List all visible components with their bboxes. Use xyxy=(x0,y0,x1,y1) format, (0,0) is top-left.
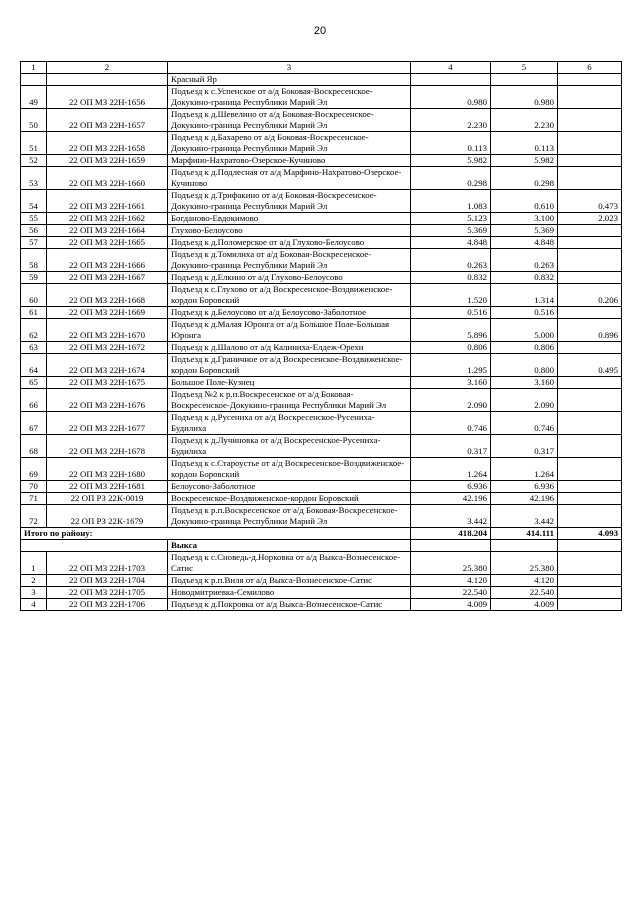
row-number: 56 xyxy=(21,225,47,237)
road-name: Подъезд к р.п.Воскресенское от а/д Боковая-Воскресенское-Докукино-граница Республики Марий Эл xyxy=(168,505,411,528)
total-value: 414.111 xyxy=(491,528,558,540)
road-id: 22 ОП МЗ 22Н-1664 xyxy=(47,225,168,237)
row-number: 61 xyxy=(21,307,47,319)
row-number: 52 xyxy=(21,155,47,167)
length-total: 1.295 xyxy=(411,354,491,377)
total-value: 418.204 xyxy=(411,528,491,540)
road-id: 22 ОП МЗ 22Н-1675 xyxy=(47,377,168,389)
road-name: Подъезд к д.Томилиха от а/д Боковая-Воскресенское-Докукино-граница Республики Марий Эл xyxy=(168,249,411,272)
length-asphalt: 0.800 xyxy=(491,354,558,377)
row-number: 57 xyxy=(21,237,47,249)
column-header: 1 xyxy=(21,62,47,74)
row-number: 71 xyxy=(21,493,47,505)
page-number: 20 xyxy=(313,25,327,37)
table-row xyxy=(21,435,622,458)
row-number: 69 xyxy=(21,458,47,481)
length-total: 4.120 xyxy=(411,575,491,587)
length-total: 3.442 xyxy=(411,505,491,528)
length-total: 0.746 xyxy=(411,412,491,435)
road-id: 22 ОП МЗ 22Н-1667 xyxy=(47,272,168,284)
total-row xyxy=(21,528,622,540)
row-number: 68 xyxy=(21,435,47,458)
road-id: 22 ОП РЗ 22К-0019 xyxy=(47,493,168,505)
length-asphalt: 1.264 xyxy=(491,458,558,481)
road-name: Подъезд к д.Малая Юронга от а/д Большое Поле-Большая Юронга xyxy=(168,319,411,342)
length-other xyxy=(558,377,622,389)
row-number: 4 xyxy=(21,599,47,611)
road-name: Подъезд №2 к р.п.Воскресенское от а/д Боковая-Воскресенское-Докукино-граница Республики Марий Эл xyxy=(168,389,411,412)
length-asphalt: 5.369 xyxy=(491,225,558,237)
length-total: 5.982 xyxy=(411,155,491,167)
length-other xyxy=(558,225,622,237)
table-row xyxy=(21,132,622,155)
road-id: 22 ОП МЗ 22Н-1660 xyxy=(47,167,168,190)
length-other: 0.473 xyxy=(558,190,622,213)
table-row xyxy=(21,354,622,377)
road-name: Подъезд к д.Елкино от а/д Глухово-Белоусово xyxy=(168,272,411,284)
length-asphalt: 4.120 xyxy=(491,575,558,587)
road-id: 22 ОП МЗ 22Н-1706 xyxy=(47,599,168,611)
table-row xyxy=(21,389,622,412)
road-id: 22 ОП МЗ 22Н-1703 xyxy=(47,552,168,575)
column-header: 5 xyxy=(491,62,558,74)
length-asphalt: 0.832 xyxy=(491,272,558,284)
length-asphalt: 0.113 xyxy=(491,132,558,155)
row-number: 70 xyxy=(21,481,47,493)
length-total: 1.083 xyxy=(411,190,491,213)
length-asphalt: 3.160 xyxy=(491,377,558,389)
row-number: 67 xyxy=(21,412,47,435)
table-row xyxy=(21,249,622,272)
length-asphalt: 0.746 xyxy=(491,412,558,435)
table-row xyxy=(21,575,622,587)
length-total: 0.516 xyxy=(411,307,491,319)
road-name: Подъезд к д.Подлесная от а/д Марфино-Нахратово-Озерское-Кучиново xyxy=(168,167,411,190)
length-asphalt: 0.298 xyxy=(491,167,558,190)
length-total: 0.298 xyxy=(411,167,491,190)
length-total: 4.009 xyxy=(411,599,491,611)
length-total: 0.806 xyxy=(411,342,491,354)
table-row xyxy=(21,167,622,190)
table-row xyxy=(21,552,622,575)
table-row xyxy=(21,458,622,481)
road-id: 22 ОП МЗ 22Н-1674 xyxy=(47,354,168,377)
road-name: Подъезд к д.Шевелино от а/д Боковая-Воскресенское-Докукино-граница Республики Марий Эл xyxy=(168,109,411,132)
table-row xyxy=(21,213,622,225)
length-other xyxy=(558,389,622,412)
table-row xyxy=(21,109,622,132)
table-row xyxy=(21,505,622,528)
length-other: 2.023 xyxy=(558,213,622,225)
road-id: 22 ОП МЗ 22Н-1668 xyxy=(47,284,168,307)
road-name: Подъезд к с.Успенское от а/д Боковая-Воскресенское-Докукино-граница Республики Марий Эл xyxy=(168,86,411,109)
length-other xyxy=(558,167,622,190)
column-header: 2 xyxy=(47,62,168,74)
length-other xyxy=(558,342,622,354)
row-number: 60 xyxy=(21,284,47,307)
road-name: Большое Поле-Кузнец xyxy=(168,377,411,389)
length-other xyxy=(558,272,622,284)
roads-table-body xyxy=(21,62,622,611)
length-other xyxy=(558,587,622,599)
column-header: 6 xyxy=(558,62,622,74)
road-id: 22 ОП МЗ 22Н-1670 xyxy=(47,319,168,342)
length-asphalt: 4.848 xyxy=(491,237,558,249)
road-id: 22 ОП МЗ 22Н-1657 xyxy=(47,109,168,132)
row-number: 55 xyxy=(21,213,47,225)
road-name: Подъезд к д.Шалово от а/д Калиниха-Елдеж-Орехи xyxy=(168,342,411,354)
road-id: 22 ОП МЗ 22Н-1680 xyxy=(47,458,168,481)
length-total: 6.936 xyxy=(411,481,491,493)
section-empty-cell xyxy=(558,540,622,552)
length-other xyxy=(558,458,622,481)
total-label: Итого по району: xyxy=(21,528,411,540)
road-name: Подъезд к р.п.Виля от а/д Выкса-Вознесенское-Сатис xyxy=(168,575,411,587)
road-name: Подъезд к д.Граничное от а/д Воскресенское-Воздвиженское-кордон Боровский xyxy=(168,354,411,377)
length-other xyxy=(558,155,622,167)
length-asphalt: 3.100 xyxy=(491,213,558,225)
length-other xyxy=(558,435,622,458)
length-other xyxy=(558,74,622,86)
row-number xyxy=(21,74,47,86)
length-total: 5.123 xyxy=(411,213,491,225)
road-name: Подъезд к д.Русениха от а/д Воскресенское-Русениха-Будилиха xyxy=(168,412,411,435)
table-row xyxy=(21,377,622,389)
length-asphalt: 4.009 xyxy=(491,599,558,611)
table-header-row xyxy=(21,62,622,74)
length-other xyxy=(558,132,622,155)
table-row xyxy=(21,481,622,493)
length-other xyxy=(558,505,622,528)
table-row xyxy=(21,284,622,307)
row-number: 59 xyxy=(21,272,47,284)
table-row xyxy=(21,587,622,599)
road-name: Новодмитриевка-Семилово xyxy=(168,587,411,599)
length-asphalt: 0.317 xyxy=(491,435,558,458)
length-total: 1.264 xyxy=(411,458,491,481)
road-id: 22 ОП МЗ 22Н-1658 xyxy=(47,132,168,155)
table-row xyxy=(21,155,622,167)
road-id: 22 ОП РЗ 22К-1679 xyxy=(47,505,168,528)
length-other: 0.206 xyxy=(558,284,622,307)
road-id xyxy=(47,74,168,86)
road-id: 22 ОП МЗ 22Н-1672 xyxy=(47,342,168,354)
table-row xyxy=(21,86,622,109)
road-name: Подъезд к д.Бахарево от а/д Боковая-Воскресенское-Докукино-граница Республики Марий Эл xyxy=(168,132,411,155)
table-row xyxy=(21,190,622,213)
length-other xyxy=(558,237,622,249)
length-total: 22.540 xyxy=(411,587,491,599)
road-id: 22 ОП МЗ 22Н-1681 xyxy=(47,481,168,493)
length-other xyxy=(558,109,622,132)
section-empty-cell xyxy=(411,540,491,552)
length-asphalt: 42.196 xyxy=(491,493,558,505)
length-total: 3.160 xyxy=(411,377,491,389)
length-asphalt: 3.442 xyxy=(491,505,558,528)
row-number: 51 xyxy=(21,132,47,155)
row-number: 63 xyxy=(21,342,47,354)
row-number: 65 xyxy=(21,377,47,389)
length-other: 0.495 xyxy=(558,354,622,377)
row-number: 54 xyxy=(21,190,47,213)
section-empty-cell xyxy=(21,540,168,552)
length-other: 0.896 xyxy=(558,319,622,342)
roads-table xyxy=(20,61,622,611)
road-id: 22 ОП МЗ 22Н-1662 xyxy=(47,213,168,225)
length-other xyxy=(558,575,622,587)
road-name: Подъезд к д.Лучиновка от а/д Воскресенское-Русениха-Будилиха xyxy=(168,435,411,458)
length-total: 0.113 xyxy=(411,132,491,155)
length-total: 0.980 xyxy=(411,86,491,109)
length-other xyxy=(558,249,622,272)
row-number: 62 xyxy=(21,319,47,342)
total-value: 4.093 xyxy=(558,528,622,540)
length-total: 0.263 xyxy=(411,249,491,272)
table-row xyxy=(21,74,622,86)
length-asphalt: 25.380 xyxy=(491,552,558,575)
road-id: 22 ОП МЗ 22Н-1666 xyxy=(47,249,168,272)
road-id: 22 ОП МЗ 22Н-1677 xyxy=(47,412,168,435)
length-asphalt: 2.230 xyxy=(491,109,558,132)
row-number: 50 xyxy=(21,109,47,132)
road-name: Подъезд к д.Трифакино от а/д Боковая-Воскресенское-Докукино-граница Республики Марий Эл xyxy=(168,190,411,213)
length-total: 25.380 xyxy=(411,552,491,575)
road-name: Воскресенское-Воздвиженское-кордон Боровский xyxy=(168,493,411,505)
length-total: 1.520 xyxy=(411,284,491,307)
row-number: 1 xyxy=(21,552,47,575)
length-asphalt: 0.610 xyxy=(491,190,558,213)
road-id: 22 ОП МЗ 22Н-1676 xyxy=(47,389,168,412)
length-asphalt: 1.314 xyxy=(491,284,558,307)
length-other xyxy=(558,307,622,319)
road-name: Подъезд к с.Староустье от а/д Воскресенское-Воздвиженское-кордон Боровский xyxy=(168,458,411,481)
length-total: 5.896 xyxy=(411,319,491,342)
row-number: 64 xyxy=(21,354,47,377)
length-asphalt: 6.936 xyxy=(491,481,558,493)
table-row xyxy=(21,307,622,319)
road-name: Подъезд к д.Покровка от а/д Выкса-Вознесенское-Сатис xyxy=(168,599,411,611)
section-empty-cell xyxy=(491,540,558,552)
road-id: 22 ОП МЗ 22Н-1678 xyxy=(47,435,168,458)
road-id: 22 ОП МЗ 22Н-1705 xyxy=(47,587,168,599)
column-header: 3 xyxy=(168,62,411,74)
road-name: Глухово-Белоусово xyxy=(168,225,411,237)
table-row xyxy=(21,493,622,505)
length-asphalt: 0.806 xyxy=(491,342,558,354)
section-title: Выкса xyxy=(168,540,411,552)
length-asphalt: 2.090 xyxy=(491,389,558,412)
length-other xyxy=(558,552,622,575)
length-asphalt xyxy=(491,74,558,86)
road-name: Богданово-Евдокимово xyxy=(168,213,411,225)
road-id: 22 ОП МЗ 22Н-1665 xyxy=(47,237,168,249)
length-asphalt: 0.516 xyxy=(491,307,558,319)
table-row xyxy=(21,237,622,249)
row-number: 2 xyxy=(21,575,47,587)
row-number: 58 xyxy=(21,249,47,272)
length-total: 5.369 xyxy=(411,225,491,237)
table-row xyxy=(21,599,622,611)
road-name: Подъезд к д.Белоусово от а/д Белоусово-Заболотное xyxy=(168,307,411,319)
column-header: 4 xyxy=(411,62,491,74)
length-asphalt: 5.982 xyxy=(491,155,558,167)
road-name: Подъезд к д.Поломерское от а/д Глухово-Белоусово xyxy=(168,237,411,249)
row-number: 49 xyxy=(21,86,47,109)
road-name: Красный Яр xyxy=(168,74,411,86)
length-total: 0.317 xyxy=(411,435,491,458)
length-asphalt: 22.540 xyxy=(491,587,558,599)
length-total: 4.848 xyxy=(411,237,491,249)
length-total: 2.230 xyxy=(411,109,491,132)
length-total: 2.090 xyxy=(411,389,491,412)
length-other xyxy=(558,599,622,611)
road-id: 22 ОП МЗ 22Н-1669 xyxy=(47,307,168,319)
row-number: 72 xyxy=(21,505,47,528)
length-other xyxy=(558,493,622,505)
table-row xyxy=(21,342,622,354)
road-name: Подъезд к с.Глухово от а/д Воскресенское-Воздвиженское-кордон Боровский xyxy=(168,284,411,307)
table-row xyxy=(21,412,622,435)
length-asphalt: 5.000 xyxy=(491,319,558,342)
length-other xyxy=(558,86,622,109)
road-id: 22 ОП МЗ 22Н-1661 xyxy=(47,190,168,213)
length-asphalt: 0.263 xyxy=(491,249,558,272)
row-number: 66 xyxy=(21,389,47,412)
length-asphalt: 0.980 xyxy=(491,86,558,109)
road-name: Подъезд к с.Сноведь-д.Норковка от а/д Выкса-Вознесенское-Сатис xyxy=(168,552,411,575)
road-id: 22 ОП МЗ 22Н-1659 xyxy=(47,155,168,167)
section-header-row xyxy=(21,540,622,552)
table-row xyxy=(21,319,622,342)
road-id: 22 ОП МЗ 22Н-1704 xyxy=(47,575,168,587)
length-total xyxy=(411,74,491,86)
length-other xyxy=(558,412,622,435)
row-number: 53 xyxy=(21,167,47,190)
length-total: 42.196 xyxy=(411,493,491,505)
road-id: 22 ОП МЗ 22Н-1656 xyxy=(47,86,168,109)
table-row xyxy=(21,225,622,237)
row-number: 3 xyxy=(21,587,47,599)
road-name: Марфино-Нахратово-Озерское-Кучиново xyxy=(168,155,411,167)
table-row xyxy=(21,272,622,284)
length-total: 0.832 xyxy=(411,272,491,284)
road-name: Белоусово-Заболотное xyxy=(168,481,411,493)
length-other xyxy=(558,481,622,493)
